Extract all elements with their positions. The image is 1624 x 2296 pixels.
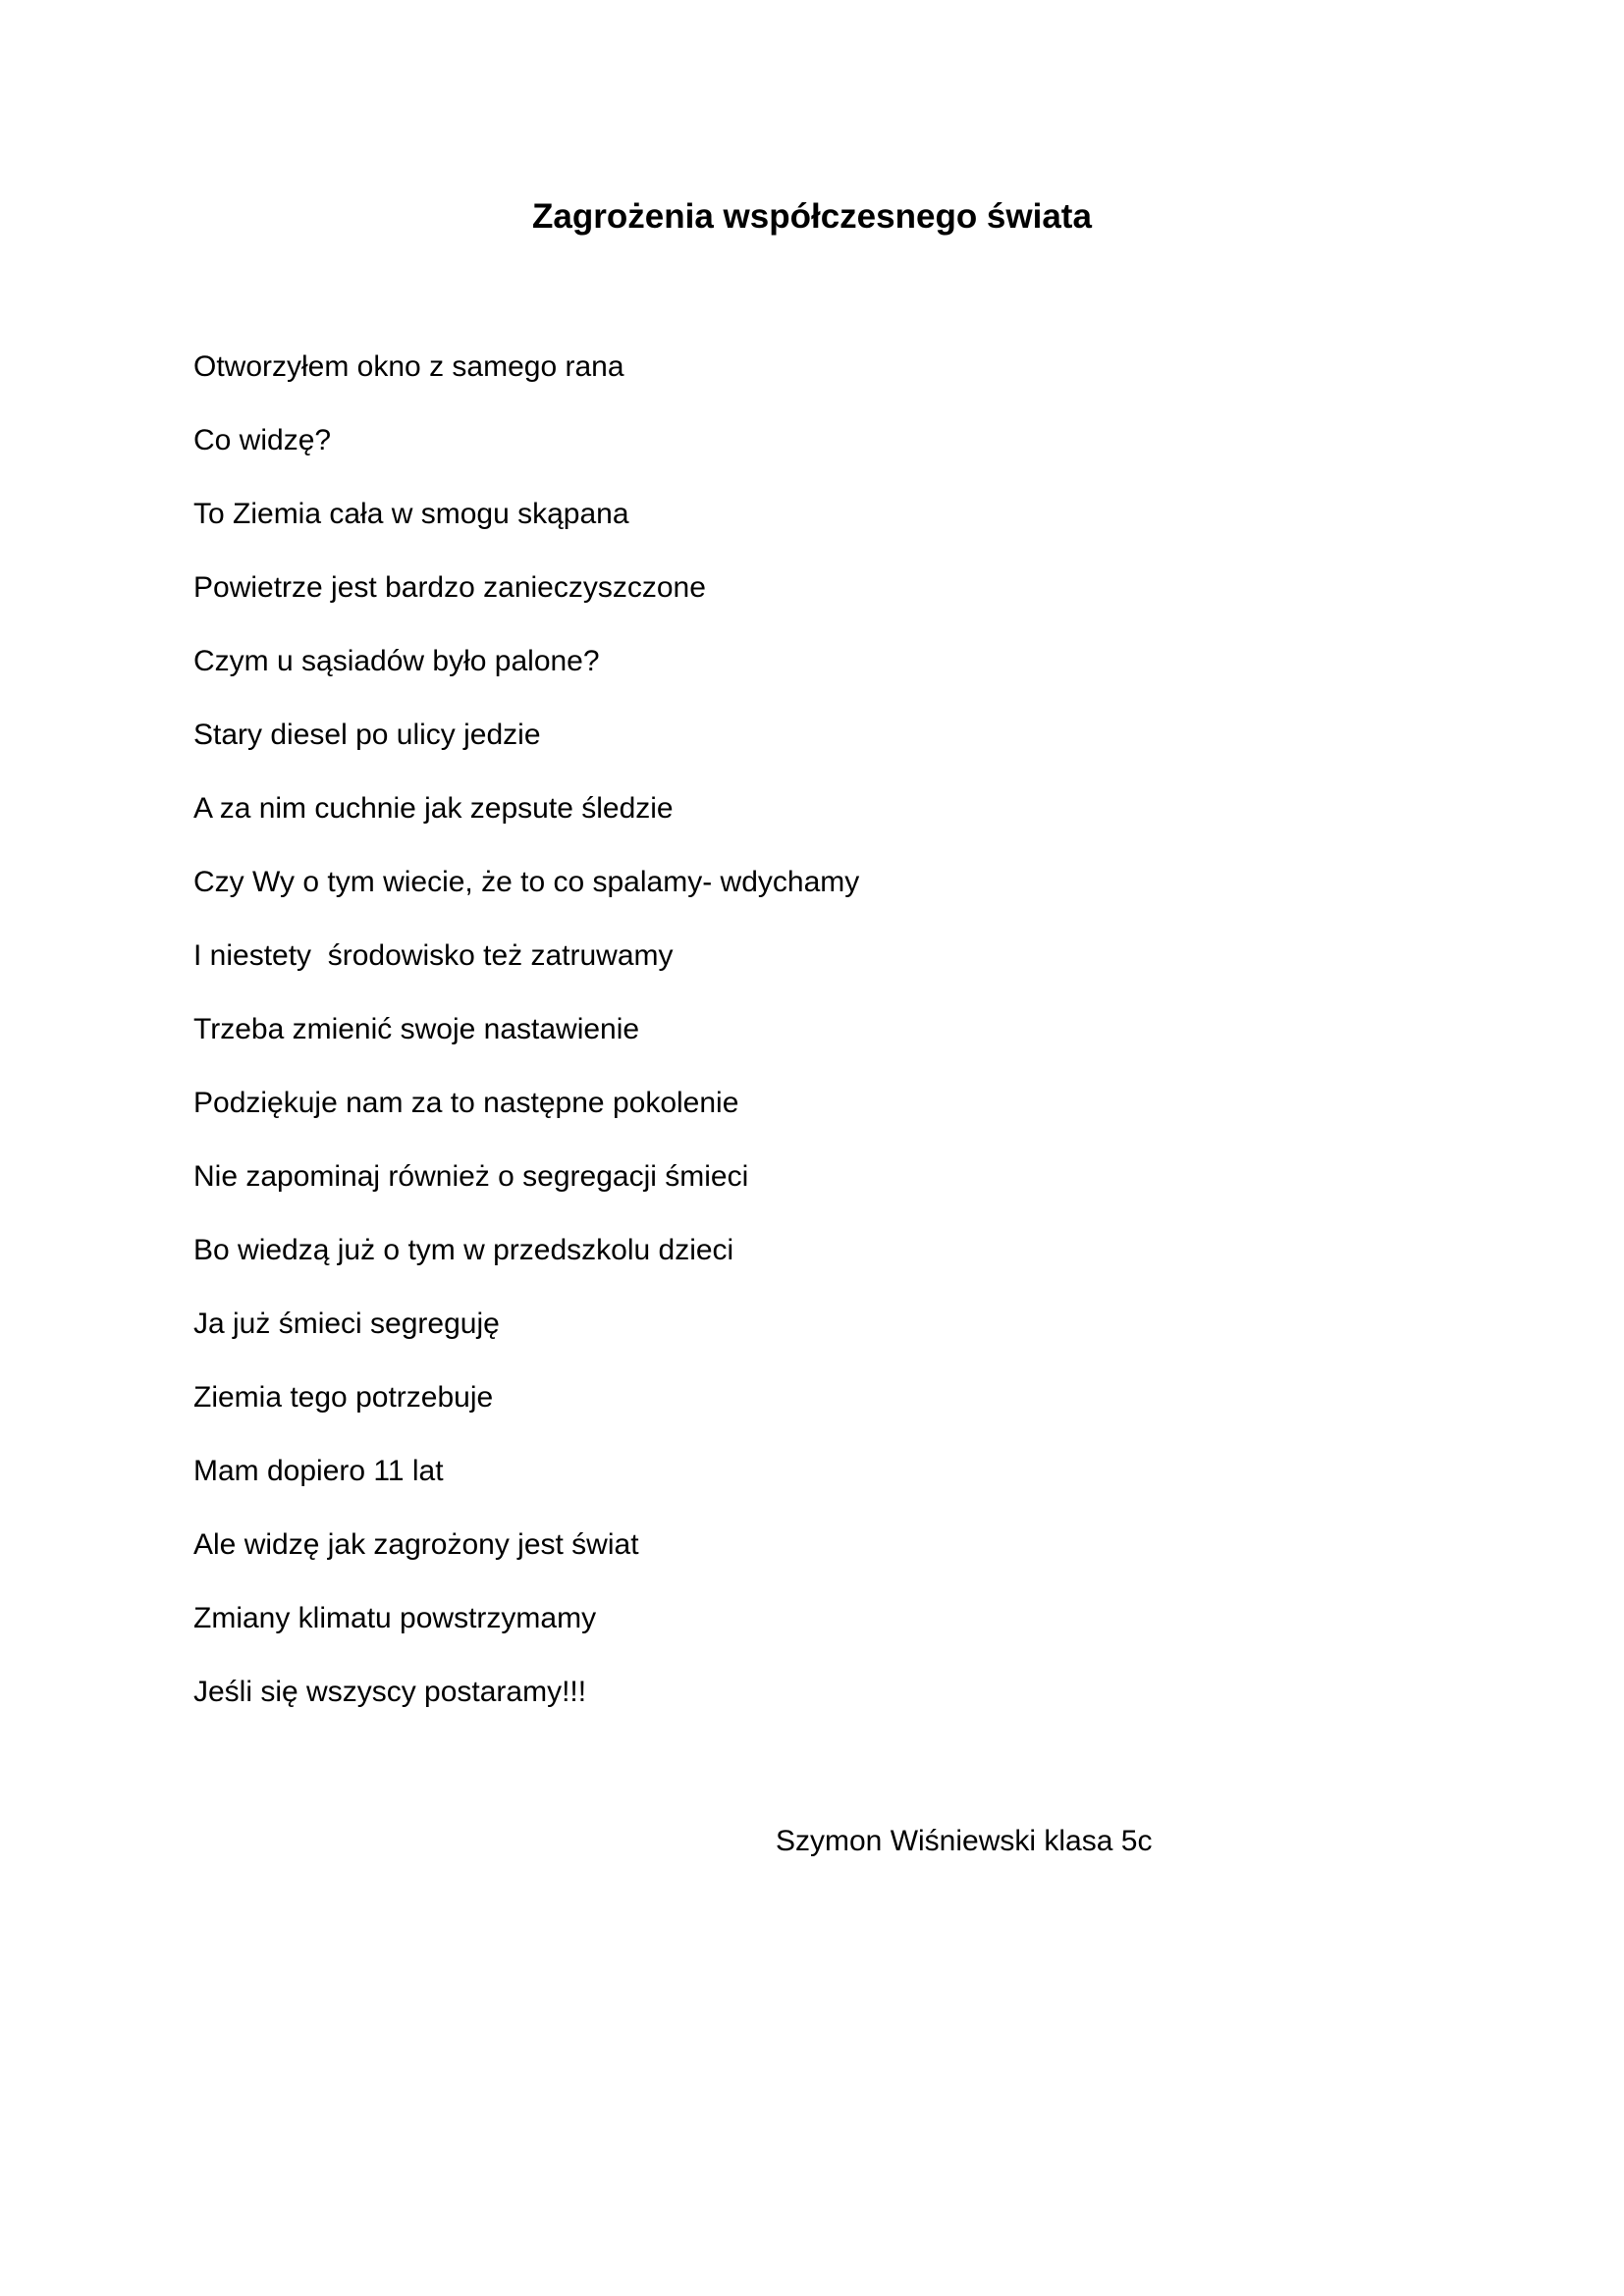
poem-line: Zmiany klimatu powstrzymamy (193, 1602, 597, 1634)
poem-line: Bo wiedzą już o tym w przedszkolu dzieci (193, 1234, 734, 1266)
poem-line: Trzeba zmienić swoje nastawienie (193, 1013, 640, 1045)
document-title: Zagrożenia współczesnego świata (532, 197, 1092, 236)
poem-line: Nie zapominaj również o segregacji śmieci (193, 1160, 749, 1193)
poem-line: Stary diesel po ulicy jedzie (193, 719, 541, 751)
poem-line: Ziemia tego potrzebuje (193, 1381, 494, 1414)
poem-line: Podziękuje nam za to następne pokolenie (193, 1087, 739, 1119)
poem-line: Ale widzę jak zagrożony jest świat (193, 1528, 639, 1561)
poem-line: To Ziemia cała w smogu skąpana (193, 498, 629, 530)
poem-line: Otworzyłem okno z samego rana (193, 350, 624, 383)
poem-line: A za nim cuchnie jak zepsute śledzie (193, 792, 674, 825)
poem-line: Mam dopiero 11 lat (193, 1455, 444, 1487)
poem-lines (193, 346, 859, 1744)
poem-line: Czym u sąsiadów było palone? (193, 645, 600, 677)
poem-line: Ja już śmieci segreguję (193, 1308, 500, 1340)
author-signature: Szymon Wiśniewski klasa 5c (776, 1825, 1153, 1857)
poem-line: Co widzę? (193, 424, 332, 456)
poem-line: Powietrze jest bardzo zanieczyszczone (193, 571, 706, 604)
poem-line: Jeśli się wszyscy postaramy!!! (193, 1676, 587, 1708)
poem-line: I niestety środowisko też zatruwamy (193, 939, 674, 972)
poem-line: Czy Wy o tym wiecie, że to co spalamy- wdychamy (193, 866, 860, 898)
